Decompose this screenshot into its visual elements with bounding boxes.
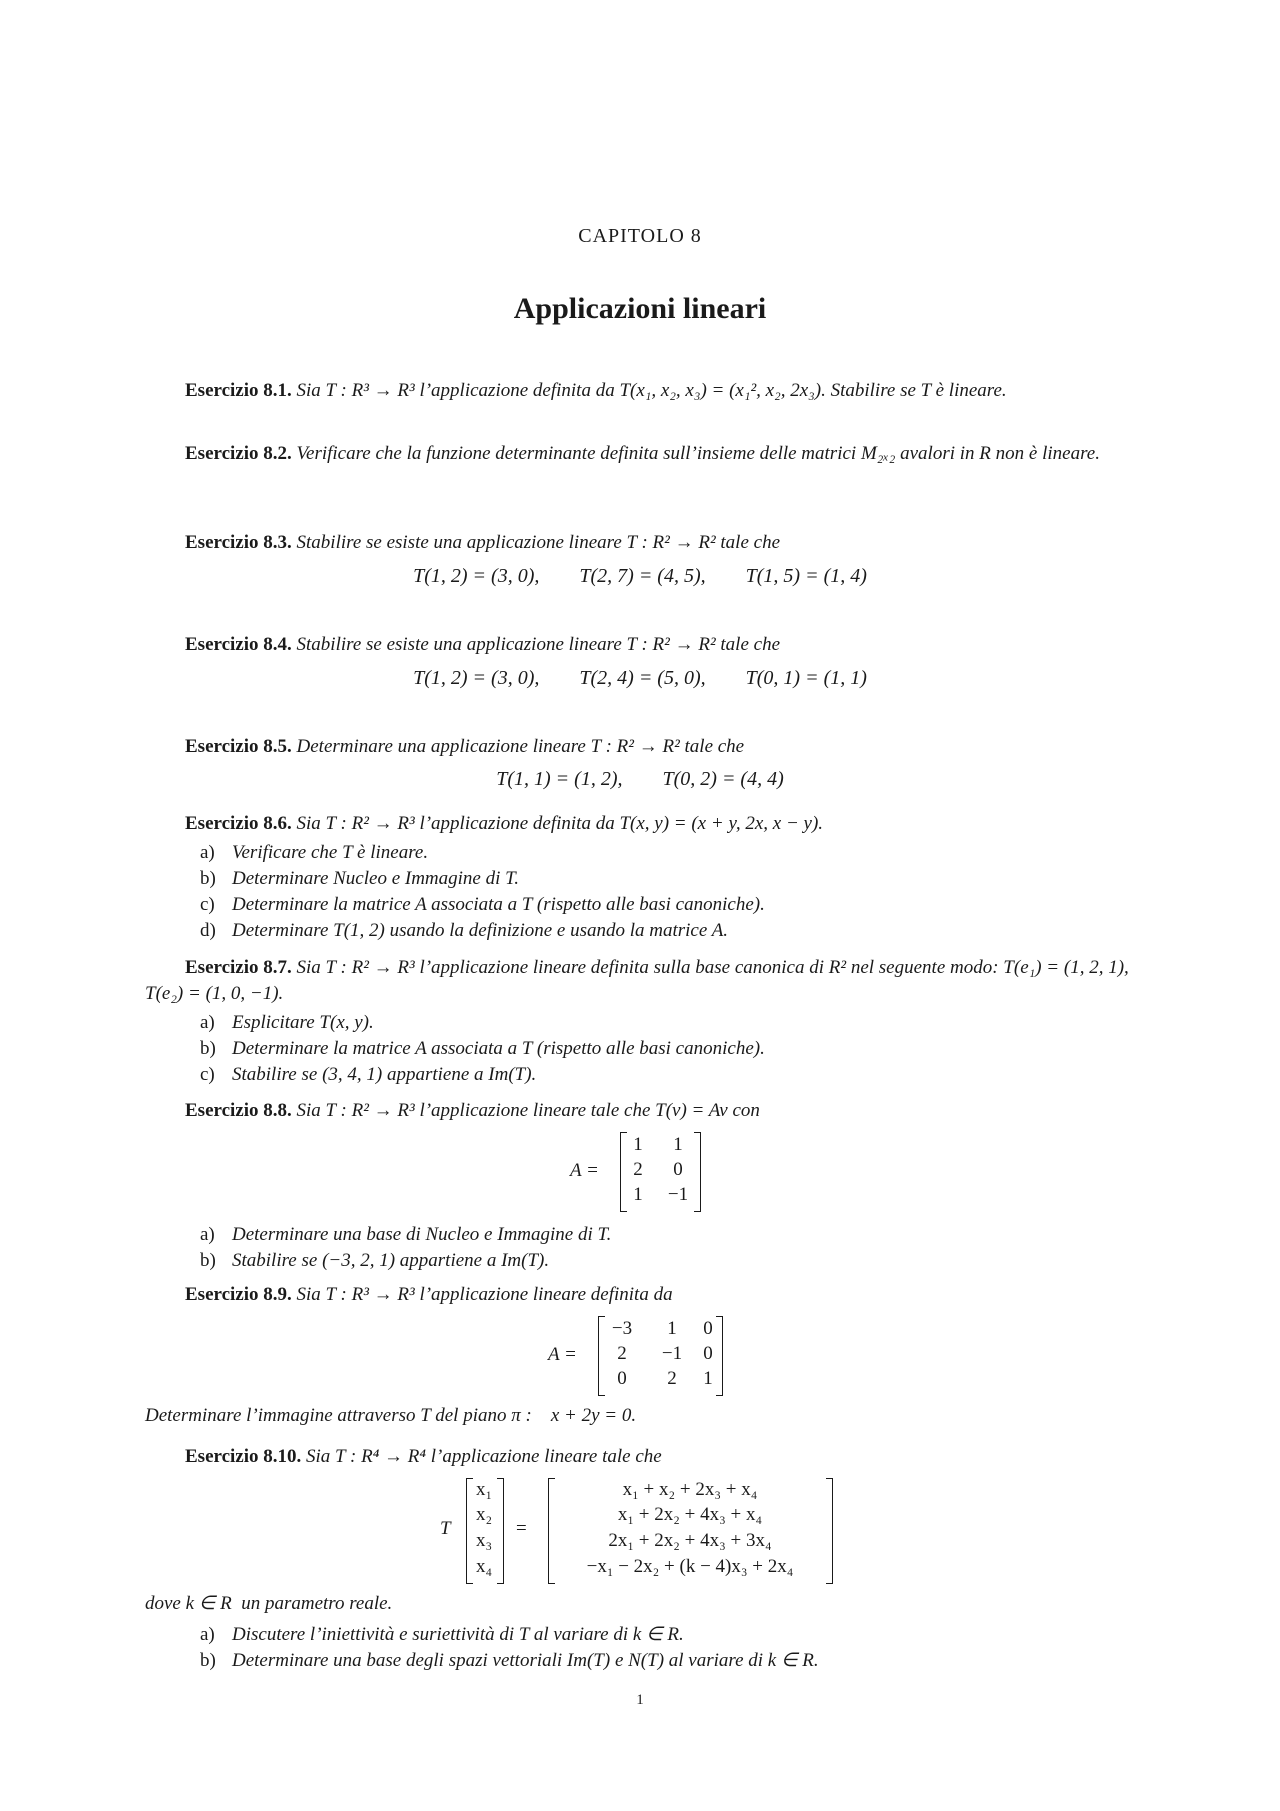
matrix-label: A = <box>570 1160 599 1181</box>
matrix-cell: 0 <box>703 1343 713 1364</box>
equation: T(1, 2) = (3, 0), T(2, 4) = (5, 0), T(0, 1) = (1, 1) <box>413 667 867 689</box>
matrix-cell: −1 <box>667 1184 689 1205</box>
exercise-8-8 <box>145 1098 1140 1124</box>
exercise-label: Esercizio 8.1. <box>185 380 292 401</box>
matrix-cell: 1 <box>633 1134 643 1155</box>
exercise-text: Verificare che la funzione determinante definita sull’insieme delle matrici M₂ₓ₂ avalori in R non è lineare. <box>296 443 1100 464</box>
exercise-text: Stabilire se esiste una applicazione lineare T : R² → R² tale che <box>296 634 781 655</box>
list-item: d) Determinare T(1, 2) usando la definizione e usando la matrice A. <box>200 920 729 941</box>
chapter-title: Applicazioni lineari <box>513 292 767 325</box>
exercise-8-1 <box>145 378 1140 404</box>
matrix-cell: 0 <box>617 1368 627 1389</box>
list-item: b) Determinare una base degli spazi vettoriali Im(T) e N(T) al variare di k ∈ R. <box>200 1650 819 1671</box>
vector-cell: x₃ <box>475 1530 493 1551</box>
matrix-label: A = <box>548 1344 577 1365</box>
exercise-label: Esercizio 8.7. <box>185 957 292 978</box>
exercise-8-7 <box>145 955 1140 1007</box>
exercise-8-5 <box>145 734 1140 760</box>
exercise-text: Sia T : R³ → R³ l’applicazione lineare definita da <box>296 1284 673 1305</box>
left-bracket <box>620 1132 627 1212</box>
exercise-8-2 <box>145 441 1140 467</box>
list-item: a) Determinare una base di Nucleo e Immagine di T. <box>200 1224 612 1245</box>
list-item: a) Esplicitare T(x, y). <box>200 1012 374 1033</box>
exercise-8-6 <box>145 811 1140 837</box>
exercise-label: Esercizio 8.8. <box>185 1100 292 1121</box>
exercise-text: Sia T : R² → R³ l’applicazione lineare definita sulla base canonica di R² nel seguente modo: T(e₁) = (1, 2, 1), T(e₂) = (1, 0, −1). <box>145 957 1129 1004</box>
exercise-8-10 <box>145 1444 1140 1470</box>
exercise-label: Esercizio 8.5. <box>185 736 292 757</box>
exercise-label: Esercizio 8.9. <box>185 1284 292 1305</box>
list-item: a) Discutere l’iniettività e suriettività di T al variare di k ∈ R. <box>200 1624 684 1645</box>
image-cell: 2x₁ + 2x₂ + 4x₃ + 3x₄ <box>608 1530 772 1551</box>
operator-T: T <box>440 1518 451 1539</box>
sub-items <box>200 840 765 944</box>
vector-cell: x₁ <box>475 1479 493 1500</box>
list-item: b) Stabilire se (−3, 2, 1) appartiene a Im(T). <box>200 1250 550 1271</box>
image-cell: x₁ + 2x₂ + 4x₃ + x₄ <box>617 1504 763 1525</box>
matrix-cell: −3 <box>611 1318 633 1339</box>
matrix-cell: 2 <box>667 1368 677 1389</box>
equals-sign: = <box>516 1518 527 1539</box>
exercise-label: Esercizio 8.4. <box>185 634 292 655</box>
exercise-text: Sia T : R² → R³ l’applicazione lineare tale che T(v) = Av con <box>296 1100 760 1121</box>
sub-items <box>200 1622 819 1674</box>
exercise-text: Sia T : R³ → R³ l’applicazione definita da T(x₁, x₂, x₃) = (x₁², x₂, 2x₃). Stabilire se T è lineare. <box>296 380 1007 401</box>
exercise-label: Esercizio 8.3. <box>185 532 292 553</box>
vector-cell: x₄ <box>475 1556 493 1577</box>
list-item: b) Determinare Nucleo e Immagine di T. <box>200 868 520 889</box>
equation: T(1, 2) = (3, 0), T(2, 7) = (4, 5), T(1, 5) = (1, 4) <box>413 565 867 587</box>
exercise-text: Determinare una applicazione lineare T : R² → R² tale che <box>296 736 745 757</box>
matrix-cell: 2 <box>633 1159 643 1180</box>
exercise-8-3 <box>145 530 1140 556</box>
vector-cell: x₂ <box>475 1504 493 1525</box>
matrix-cell: 0 <box>673 1159 683 1180</box>
exercise-text: Sia T : R⁴ → R⁴ l’applicazione lineare tale che <box>306 1446 662 1467</box>
exercise-text-after: dove k ∈ R un parametro reale. <box>145 1593 393 1614</box>
matrix-cell: 1 <box>667 1318 677 1339</box>
exercise-8-4 <box>145 632 1140 658</box>
exercise-text: Sia T : R² → R³ l’applicazione definita da T(x, y) = (x + y, 2x, x − y). <box>296 813 824 834</box>
matrix-cell: −1 <box>661 1343 683 1364</box>
image-cell: −x₁ − 2x₂ + (k − 4)x₃ + 2x₄ <box>586 1556 794 1577</box>
sub-items <box>200 1010 765 1088</box>
list-item: c) Determinare la matrice A associata a T (rispetto alle basi canoniche). <box>200 894 765 915</box>
equation: T(1, 1) = (1, 2), T(0, 2) = (4, 4) <box>496 768 784 790</box>
list-item: a) Verificare che T è lineare. <box>200 842 429 863</box>
exercise-8-9 <box>145 1282 1140 1308</box>
exercise-label: Esercizio 8.2. <box>185 443 292 464</box>
matrix-cell: 1 <box>703 1368 713 1389</box>
image-cell: x₁ + x₂ + 2x₃ + x₄ <box>622 1479 758 1500</box>
page-number: 1 <box>636 1692 644 1708</box>
matrix-cell: 0 <box>703 1318 713 1339</box>
exercise-label: Esercizio 8.10. <box>185 1446 302 1467</box>
exercise-text-after: Determinare l’immagine attraverso T del piano π : x + 2y = 0. <box>145 1405 637 1426</box>
matrix-cell: 2 <box>617 1343 627 1364</box>
matrix-cell: 1 <box>673 1134 683 1155</box>
list-item: b) Determinare la matrice A associata a T (rispetto alle basi canoniche). <box>200 1038 765 1059</box>
list-item: c) Stabilire se (3, 4, 1) appartiene a Im(T). <box>200 1064 537 1085</box>
exercise-text: Stabilire se esiste una applicazione lineare T : R² → R² tale che <box>296 532 781 553</box>
sub-items <box>200 1222 611 1274</box>
exercise-label: Esercizio 8.6. <box>185 813 292 834</box>
matrix-cell: 1 <box>633 1184 643 1205</box>
chapter-heading: CAPITOLO 8 <box>578 225 702 247</box>
